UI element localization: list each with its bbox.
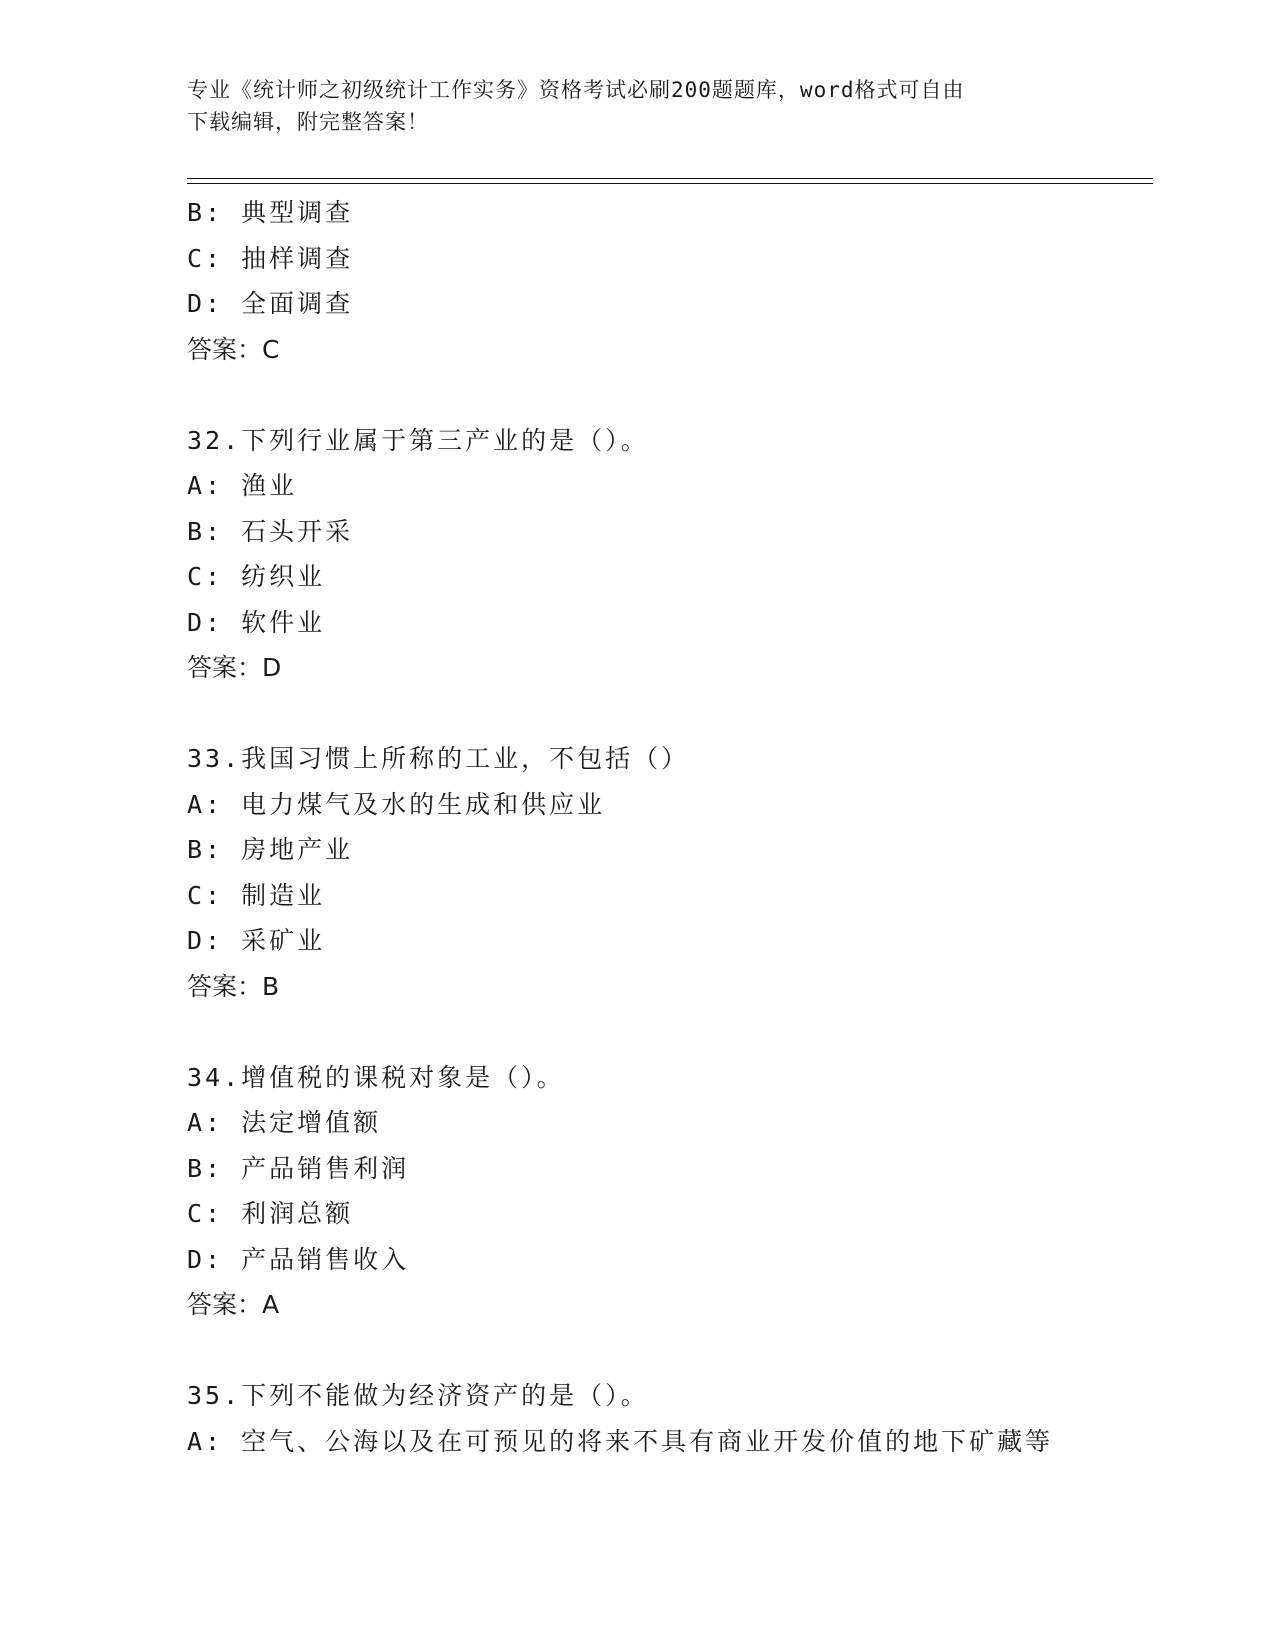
option-b: B: 石头开采 [187,516,354,546]
question-32 [187,418,1153,691]
header-divider-top [187,178,1153,179]
spacer [187,1328,1153,1374]
spacer [187,691,1153,737]
option-b: B: 产品销售利润 [187,1153,410,1183]
option-a: A: 渔业 [187,471,298,500]
document-header [187,74,1067,138]
header-divider-bottom [187,183,1153,184]
option-b: B: 典型调查 [187,198,354,227]
spacer [187,1009,1153,1055]
question-list [187,190,1153,1464]
question-text: 32.下列行业属于第三产业的是（）。 [187,425,649,455]
option-c: C: 制造业 [187,880,326,910]
option-d: D: 软件业 [187,607,326,637]
question-fragment [187,190,1153,372]
answer: 答案：C [187,334,280,364]
question-35 [187,1373,1153,1464]
question-text: 34.增值税的课税对象是（）。 [187,1062,565,1092]
header-line-1: 专业《统计师之初级统计工作实务》资格考试必刷200题题库，word格式可自由 [187,78,965,102]
question-34 [187,1055,1153,1328]
question-33 [187,736,1153,1009]
question-text: 33.我国习惯上所称的工业，不包括（） [187,744,690,773]
header-line-2: 下载编辑，附完整答案！ [187,110,429,134]
option-b: B: 房地产业 [187,835,354,864]
answer: 答案：A [187,1290,280,1319]
option-a: A: 法定增值额 [187,1108,382,1137]
question-text: 35.下列不能做为经济资产的是（）。 [187,1381,649,1410]
answer: 答案：B [187,971,280,1001]
option-a: A: 空气、公海以及在可预见的将来不具有商业开发价值的地下矿藏等 [187,1426,1054,1456]
spacer [187,372,1153,418]
option-a: A: 电力煤气及水的生成和供应业 [187,789,606,819]
option-c: C: 抽样调查 [187,243,354,273]
option-d: D: 产品销售收入 [187,1244,410,1274]
option-c: C: 纺织业 [187,562,326,591]
option-d: D: 全面调查 [187,289,354,318]
option-c: C: 利润总额 [187,1199,354,1228]
option-d: D: 采矿业 [187,926,326,955]
answer: 答案：D [187,653,282,682]
